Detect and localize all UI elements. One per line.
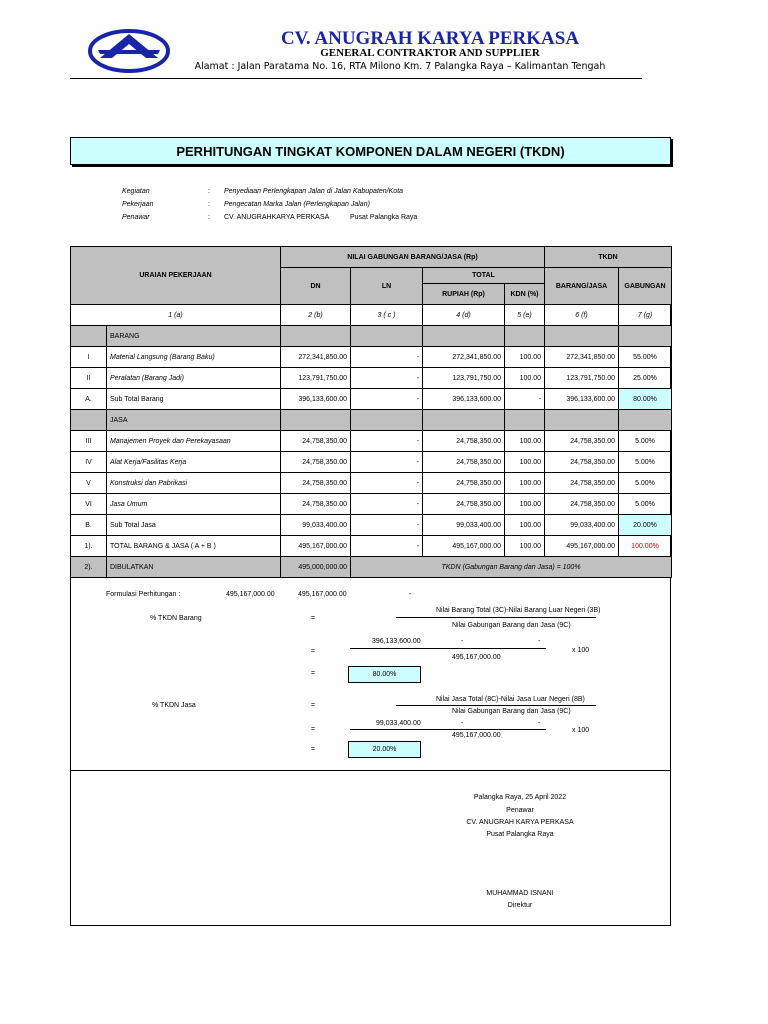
numerator-value: 396,133,600.00 bbox=[372, 638, 421, 645]
company-subtitle: GENERAL CONTRAKTOR AND SUPPLIER bbox=[320, 47, 540, 59]
signature-title: Direktur bbox=[507, 902, 533, 909]
formula-value-1: 495,167,000.00 bbox=[226, 591, 275, 598]
section-jasa: JASA bbox=[107, 410, 281, 431]
info-label: Pekerjaan bbox=[122, 201, 154, 208]
subtotal-jasa-row: B. Sub Total Jasa 99,033,400.00 - 99,033,400.00 100.00 99,033,400.00 20.00% bbox=[71, 515, 672, 536]
tkdn-jasa-label: % TKDN Jasa bbox=[152, 702, 196, 709]
table-row: VI Jasa Umum 24,758,350.00 - 24,758,350.00 100.00 24,758,350.00 5.00% bbox=[71, 494, 672, 515]
numerator-dash: - bbox=[461, 638, 464, 645]
table-row: IV Alat Kerja/Fasilitas Kerja 24,758,350.00 - 24,758,350.00 100.00 24,758,350.00 5.00% bbox=[71, 452, 672, 473]
header-dn: DN bbox=[281, 268, 351, 305]
page-title: PERHITUNGAN TINGKAT KOMPONEN DALAM NEGERI (TKDN) bbox=[70, 137, 671, 165]
header-gabungan: GABUNGAN bbox=[619, 268, 672, 305]
table-row: I Material Langsung (Barang Baku) 272,341,850.00 - 272,341,850.00 100.00 272,341,850.00 55.00% bbox=[71, 347, 672, 368]
header-barangjasa: BARANG/JASA bbox=[545, 268, 619, 305]
tkdn-barang-result: 80.00% bbox=[348, 666, 421, 683]
info-value: CV. ANUGRAHKARYA PERKASA bbox=[224, 214, 330, 221]
section-barang: BARANG bbox=[107, 326, 281, 347]
company-logo-icon bbox=[88, 28, 170, 74]
info-value: Pengecatan Marka Jalan (Perlengkapan Jalan) bbox=[224, 201, 370, 208]
tkdn-table bbox=[70, 246, 672, 578]
times-100: x 100 bbox=[572, 647, 590, 654]
formula-dash: - bbox=[409, 591, 412, 598]
header-rupiah: RUPIAH (Rp) bbox=[423, 284, 505, 305]
fraction-line bbox=[350, 648, 546, 649]
info-extra: Pusat Palangka Raya bbox=[350, 214, 418, 221]
company-name: CV. ANUGRAH KARYA PERKASA bbox=[280, 28, 580, 49]
equals-sign: = bbox=[311, 615, 316, 622]
numerator-dash: - bbox=[538, 638, 541, 645]
header-tkdn: TKDN bbox=[545, 247, 672, 268]
info-colon: : bbox=[208, 201, 210, 208]
col-index: 7 (g) bbox=[619, 305, 672, 326]
numerator-dash: - bbox=[461, 720, 464, 727]
col-index: 3 ( c ) bbox=[351, 305, 423, 326]
signature-company: CV. ANUGRAH KARYA PERKASA bbox=[466, 819, 574, 826]
header-nilai: NILAI GABUNGAN BARANG/JASA (Rp) bbox=[281, 247, 545, 268]
company-address: Alamat : Jalan Paratama No. 16, RTA Milono Km. 7 Palangka Raya – Kalimantan Tengah bbox=[194, 61, 606, 72]
total-row: 1). TOTAL BARANG & JASA ( A + B ) 495,167,000.00 - 495,167,000.00 100.00 495,167,000.00 100.00% bbox=[71, 536, 672, 557]
numerator-text: Nilai Barang Total (3C)-Nilai Barang Luar Negeri (3B) bbox=[436, 607, 601, 614]
equals-sign: = bbox=[311, 726, 316, 733]
table-row: II Peralatan (Barang Jadi) 123,791,750.00 - 123,791,750.00 100.00 123,791,750.00 25.00% bbox=[71, 368, 672, 389]
header-uraian: URAIAN PEKERJAAN bbox=[71, 247, 281, 305]
numerator-text: Nilai Jasa Total (8C)-Nilai Jasa Luar Negeri (8B) bbox=[436, 696, 585, 703]
dibulatkan-row: 2). DIBULATKAN 495,000,000.00 TKDN (Gabungan Barang dan Jasa) = 100% bbox=[71, 557, 672, 578]
table-row: III Manajemen Proyek dan Perekayasaan 24,758,350.00 - 24,758,350.00 100.00 24,758,350.00 5.00% bbox=[71, 431, 672, 452]
info-colon: : bbox=[208, 214, 210, 221]
signature-role: Penawar bbox=[506, 807, 534, 814]
header-ln: LN bbox=[351, 268, 423, 305]
info-value: Penyediaan Perlengkapan Jalan di Jalan Kabupaten/Kota bbox=[224, 188, 404, 195]
numerator-value: 99,033,400.00 bbox=[376, 720, 421, 727]
signature-name: MUHAMMAD ISNANI bbox=[486, 890, 554, 897]
tkdn-jasa-result: 20.00% bbox=[348, 741, 421, 758]
info-label: Penawar bbox=[122, 214, 150, 221]
header-divider bbox=[70, 78, 642, 79]
denominator-value: 495,167,000.00 bbox=[452, 654, 501, 661]
equals-sign: = bbox=[311, 670, 316, 677]
times-100: x 100 bbox=[572, 727, 590, 734]
col-index: 6 (f) bbox=[545, 305, 619, 326]
col-index: 5 (e) bbox=[505, 305, 545, 326]
signature-date: Palangka Raya, 25 April 2022 bbox=[473, 794, 567, 801]
header-kdn: KDN (%) bbox=[505, 284, 545, 305]
tkdn-barang-label: % TKDN Barang bbox=[150, 615, 202, 622]
formula-label: Formulasi Perhitungan : bbox=[106, 591, 181, 598]
section-divider bbox=[70, 770, 671, 771]
fraction-line bbox=[396, 705, 596, 706]
fraction-line bbox=[396, 617, 596, 618]
equals-sign: = bbox=[311, 648, 316, 655]
formula-value-2: 495,167,000.00 bbox=[298, 591, 347, 598]
subtotal-barang-row: A. Sub Total Barang 396,133,600.00 - 396,133,600.00 - 396,133,600.00 80.00% bbox=[71, 389, 672, 410]
equals-sign: = bbox=[311, 746, 316, 753]
denominator-value: 495,167,000.00 bbox=[452, 732, 501, 739]
equals-sign: = bbox=[311, 702, 316, 709]
denominator-text: Nilai Gabungan Barang dan Jasa (9C) bbox=[452, 622, 571, 629]
info-colon: : bbox=[208, 188, 210, 195]
signature-branch: Pusat Palangka Raya bbox=[486, 831, 554, 838]
col-index: 2 (b) bbox=[281, 305, 351, 326]
col-index: 4 (d) bbox=[423, 305, 505, 326]
denominator-text: Nilai Gabungan Barang dan Jasa (9C) bbox=[452, 708, 571, 715]
header-total: TOTAL bbox=[423, 268, 545, 284]
table-row: V Konstruksi dan Pabrikasi 24,758,350.00 - 24,758,350.00 100.00 24,758,350.00 5.00% bbox=[71, 473, 672, 494]
col-index: 1 (a) bbox=[71, 305, 281, 326]
numerator-dash: - bbox=[538, 720, 541, 727]
fraction-line bbox=[350, 729, 546, 730]
info-label: Kegiatan bbox=[122, 188, 150, 195]
